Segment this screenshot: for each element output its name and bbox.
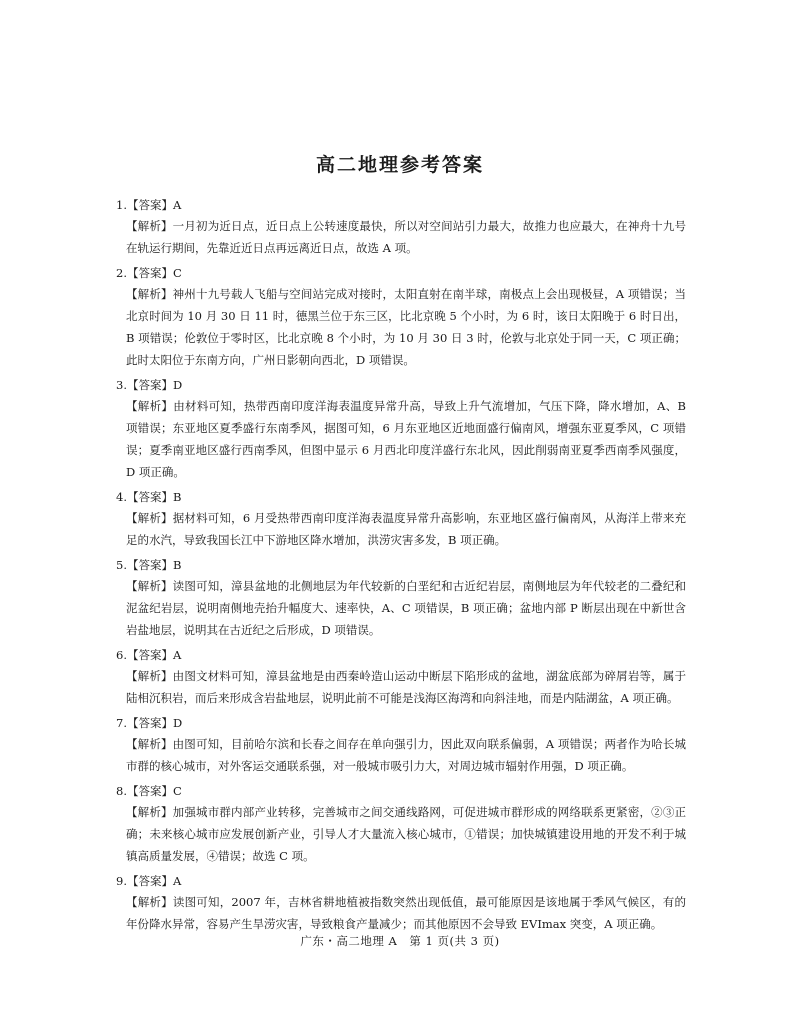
analysis-text: 【解析】加强城市群内部产业转移，完善城市之间交通线路网，可促进城市群形成的网络联系更紧密，②③正确；未来核心城市应发展创新产业，引导人才大量流入核心城市，①错误；加快城镇建设用地的开发不利于城镇高质量发展，④错误；故选 C 项。 xyxy=(126,805,686,863)
question-5 xyxy=(116,555,686,641)
question-4 xyxy=(116,487,686,551)
analysis-text: 【解析】据材料可知，6 月受热带西南印度洋海表温度异常升高影响，东亚地区盛行偏南风，从海洋上带来充足的水汽，导致我国长江中下游地区降水增加，洪涝灾害多发，B 项正确。 xyxy=(126,511,686,547)
analysis-text: 【解析】由图文材料可知，漳县盆地是由西秦岭造山运动中断层下陷形成的盆地，湖盆底部为碎屑岩等，属于陆相沉积岩，而后来形成含岩盐地层，说明此前不可能是浅海区海湾和向斜洼地，而是内陆湖盆，A 项正确。 xyxy=(126,669,686,705)
answer-line: 5.【答案】B xyxy=(116,558,182,572)
analysis-text: 【解析】读图可知，漳县盆地的北侧地层为年代较新的白垩纪和古近纪岩层，南侧地层为年代较老的二叠纪和泥盆纪岩层，说明南侧地壳抬升幅度大、速率快，A、C 项错误，B 项正确；盆地内部 P 断层出现在中新世含岩盐地层，说明其在古近纪之后形成，D 项错误。 xyxy=(126,579,686,637)
analysis-text: 【解析】由图可知，目前哈尔滨和长春之间存在单向强引力，因此双向联系偏弱，A 项错误；两者作为哈长城市群的核心城市，对外客运交通联系强，对一般城市吸引力大，对周边城市辐射作用强，D 项正确。 xyxy=(126,737,686,773)
answer-list xyxy=(116,195,686,939)
answer-line: 8.【答案】C xyxy=(116,784,182,798)
page-title: 高二地理参考答案 xyxy=(315,154,484,176)
question-6 xyxy=(116,645,686,709)
question-9 xyxy=(116,871,686,935)
answer-line: 7.【答案】D xyxy=(116,716,183,730)
question-3 xyxy=(116,375,686,483)
question-1 xyxy=(116,195,686,259)
answer-line: 9.【答案】A xyxy=(116,874,182,888)
analysis-text: 【解析】一月初为近日点，近日点上公转速度最快，所以对空间站引力最大，故推力也应最大，在神舟十九号在轨运行期间，先靠近近日点再远离近日点，故选 A 项。 xyxy=(126,219,686,255)
page-footer: 广东・高二地理 A 第 1 页(共 3 页) xyxy=(300,934,500,948)
question-7 xyxy=(116,713,686,777)
answer-line: 1.【答案】A xyxy=(116,198,182,212)
analysis-text: 【解析】读图可知，2007 年，吉林省耕地植被指数突然出现低值，最可能原因是该地属于季风气候区，有的年份降水异常，容易产生旱涝灾害，导致粮食产量减少；而其他原因不会导致 EVImax 突变，A 项正确。 xyxy=(126,895,686,931)
answer-line: 2.【答案】C xyxy=(116,266,182,280)
question-2 xyxy=(116,263,686,371)
answer-line: 6.【答案】A xyxy=(116,648,182,662)
answer-line: 3.【答案】D xyxy=(116,378,183,392)
analysis-text: 【解析】神州十九号载人飞船与空间站完成对接时，太阳直射在南半球，南极点上会出现极昼，A 项错误；当北京时间为 10 月 30 日 11 时，德黑兰位于东三区，比北京晚 5 个小时，为 6 时，该日太阳晚于 6 时日出，B 项错误；伦敦位于零时区，比北京晚 8 个小时，为 10 月 30 日 3 时，伦敦与北京处于同一天，C 项正确；此时太阳位于东南方向，广州日影朝向西北，D 项错误。 xyxy=(126,287,686,367)
question-8 xyxy=(116,781,686,867)
answer-line: 4.【答案】B xyxy=(116,490,182,504)
analysis-text: 【解析】由材料可知，热带西南印度洋海表温度异常升高，导致上升气流增加，气压下降，降水增加，A、B 项错误；东亚地区夏季盛行东南季风，据图可知，6 月东亚地区近地面盛行偏南风，增强东亚夏季风，C 项错误；夏季南亚地区盛行西南季风，但图中显示 6 月西北印度洋盛行东北风，因此削弱南亚夏季西南季风强度，D 项正确。 xyxy=(126,399,686,479)
